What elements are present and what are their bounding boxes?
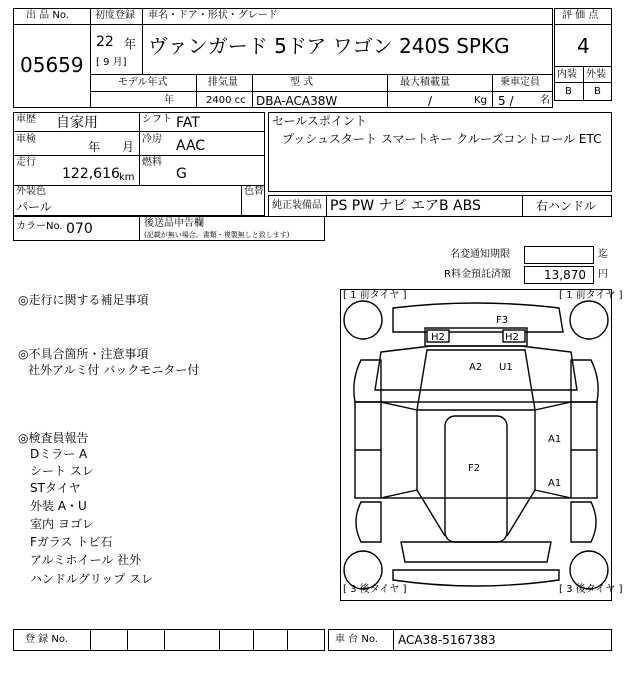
windshield-area [417,350,535,410]
lot-number: 05659 [20,53,84,77]
front-right-wheel [570,301,608,339]
front-left-wheel [344,301,382,339]
exterior-grade: B [594,86,601,97]
reg-year: 22 [96,34,114,50]
name-change-label: 名変通知期限 [450,249,510,260]
carname-label: 車名・ドア・形状・グレード [148,10,278,21]
score-label: 評 価 点 [562,10,599,21]
recycle-label: R料金預託済額 [444,269,511,280]
inspector-item: シート スレ [30,464,94,478]
damage-mark: F3 [496,315,509,326]
inspection-label: 車検 [16,134,36,145]
model-label: 型 式 [290,77,314,88]
tailgate [401,542,551,562]
name-change-unit: 迄 [598,249,608,260]
inspector-item: アルミホイール 社外 [30,553,142,567]
maxload-unit: Kg [474,95,487,106]
driving-notes-title: ◎走行に関する補足事項 [18,293,149,307]
car-name: ヴァンガード 5ドア ワゴン 240S SPKG [148,34,510,58]
damage-mark: F2 [468,463,481,474]
rear-bumper [393,570,559,586]
inspector-title: ◎検査員報告 [18,431,89,445]
color-change-label: 色替 [244,186,264,197]
tire-label-fl: [ 1 前タイヤ ] [343,290,407,301]
color-no-value: 070 [66,221,93,237]
sales-point-value: プッシュスタート スマートキー クルーズコントロール ETC [282,132,602,146]
inspector-item: STタイヤ [30,481,81,495]
mileage-unit: km [119,172,135,183]
damage-mark: H2 [505,332,519,343]
damage-mark: A1 [548,478,562,489]
damage-mark: A1 [548,434,562,445]
damage-mark: U1 [499,362,513,373]
inspector-item: Fガラス トビ石 [30,535,113,549]
color-value: パール [16,200,52,214]
inspection-month: 月 [122,140,135,154]
maxload-label: 最大積載量 [400,77,450,88]
maxload-value: / [428,94,433,108]
displacement-label: 排気量 [208,77,238,88]
defects-text: 社外アルミ付 バックモニター付 [28,363,200,377]
history-label: 車歴 [16,114,36,125]
model-year-label: モデル年式 [118,77,168,88]
ac-value: AAC [176,138,206,154]
name-change-field [524,246,594,264]
left-rear-fender [356,502,381,542]
exterior-label: 外装 [586,69,606,80]
sales-point-label: セールスポイント [272,114,367,128]
fuel-value: G [176,166,187,182]
inspection-year: 年 [88,140,101,154]
inspector-item: 外装 A・U [30,499,87,513]
right-rear-fender [571,502,596,542]
equipment-value: PS PW ナビ エアB ABS [330,198,481,214]
mileage-label: 走行 [16,157,36,168]
shift-value: FAT [176,115,200,131]
color-no-label: カラーNo. [16,221,63,232]
car-diagram [340,289,623,601]
left-doors [381,402,417,498]
mileage-value: 122,616 [62,166,120,182]
chassis-label: 車 台 No. [335,634,378,645]
equipment-label: 純正装備品 [272,200,322,211]
defects-title: ◎不具合箇所・注意事項 [18,347,149,361]
shift-label: シフト [142,114,172,125]
rear-pillars [417,490,535,536]
capacity-value: 5 / [498,94,514,108]
capacity-label: 乗車定員 [500,77,540,88]
roof [445,416,507,542]
score-value: 4 [577,34,590,58]
reg-year-unit: 年 [124,37,137,51]
fuel-label: 燃料 [142,157,162,168]
recycle-unit: 円 [598,269,608,280]
inspector-item: Dミラー A [30,447,88,461]
inspector-item: 室内 ヨゴレ [30,517,94,531]
registration-label: 登 録 No. [25,634,68,645]
recycle-value: 13,870 [544,268,586,282]
ac-label: 冷房 [142,134,162,145]
capacity-unit: 名 [540,95,550,106]
tire-label-rr: [ 3 後タイヤ ] [559,584,623,595]
tire-label-rl: [ 3 後タイヤ ] [343,584,407,595]
aftermarket-label: 後送品申告欄 [144,218,204,229]
aftermarket-note: (記載が無い場合、書類・複製無しと致します) [144,231,290,239]
vehicle-box [90,8,553,108]
interior-label: 内装 [557,69,577,80]
damage-mark: H2 [431,332,445,343]
displacement-value: 2400 cc [206,95,246,106]
lot-label: 出 品 No. [26,10,69,21]
model-year-value: 年 [164,95,174,106]
damage-mark: A2 [469,362,483,373]
inspector-item: ハンドルグリップ スレ [30,572,154,586]
model-value: DBA-ACA38W [256,94,338,108]
interior-grade: B [565,86,572,97]
first-reg-label: 初度登録 [95,10,135,21]
tire-label-fr: [ 1 前タイヤ ] [559,290,623,301]
chassis-value: ACA38-5167383 [398,633,496,647]
car-body-diagram [341,290,623,600]
reg-month: [ 9 月] [96,57,127,68]
history-value: 自家用 [56,115,98,131]
handle-value: 右ハンドル [536,199,597,213]
color-label: 外装色 [16,186,46,197]
